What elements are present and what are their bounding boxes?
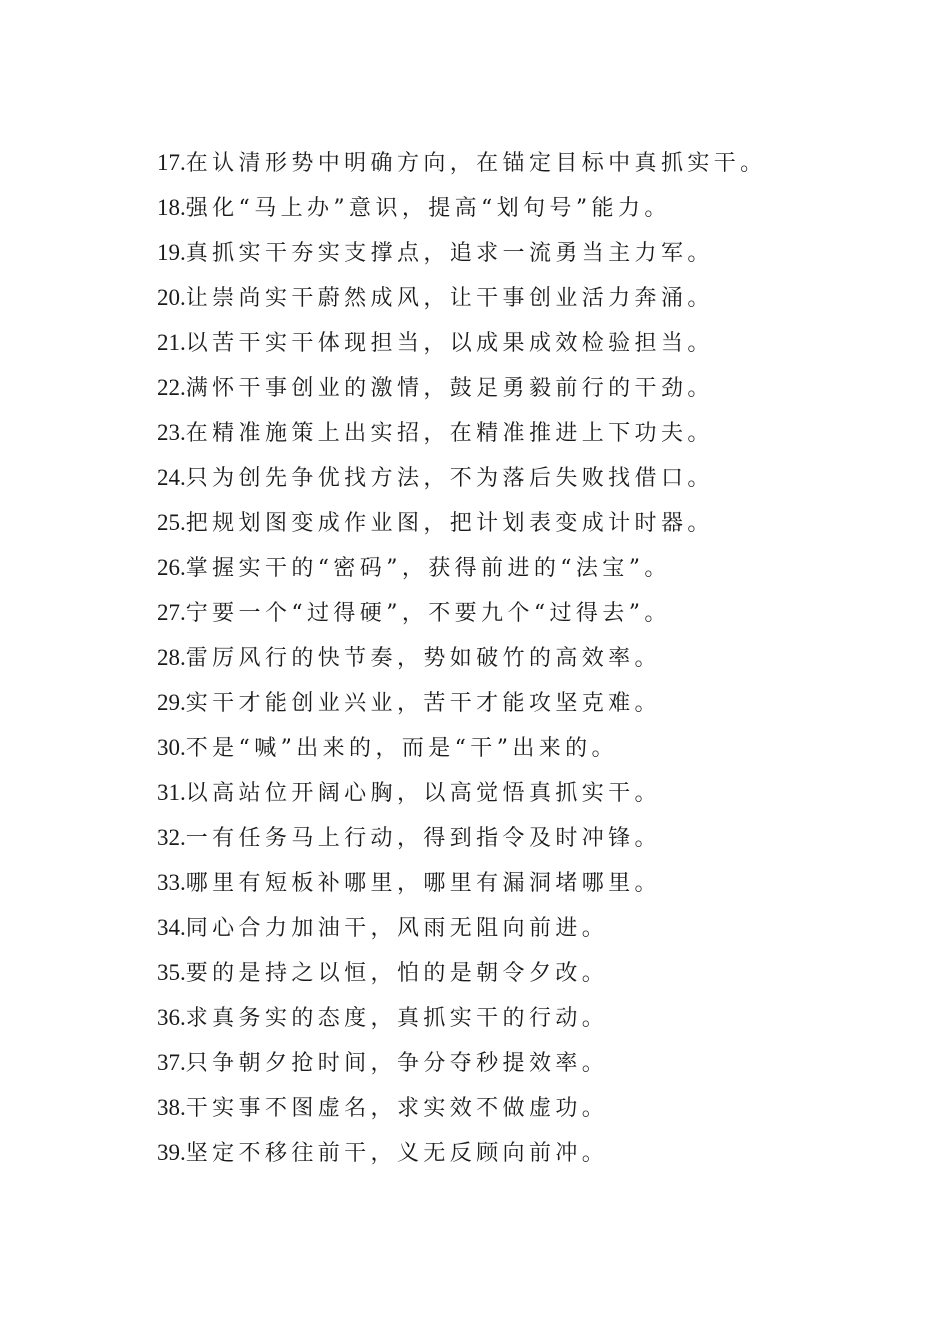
item-number: 38. bbox=[157, 1095, 186, 1120]
item-number: 20. bbox=[157, 285, 186, 310]
item-number: 29. bbox=[157, 690, 186, 715]
item-number: 33. bbox=[157, 870, 186, 895]
list-item bbox=[157, 680, 877, 725]
item-number: 39. bbox=[157, 1140, 186, 1165]
item-text: 干实事不图虚名，求实效不做虚功。 bbox=[185, 1096, 609, 1121]
list-item bbox=[157, 905, 877, 950]
item-text: 同心合力加油干，风雨无阻向前进。 bbox=[185, 916, 609, 941]
item-text: 掌握实干的“密码”，获得前进的“法宝”。 bbox=[185, 556, 671, 581]
list-item bbox=[157, 1040, 877, 1085]
item-number: 21. bbox=[157, 330, 186, 355]
item-number: 30. bbox=[157, 735, 186, 760]
list-item bbox=[157, 500, 877, 545]
item-text: 只争朝夕抢时间，争分夺秒提效率。 bbox=[185, 1051, 609, 1076]
list-item bbox=[157, 815, 877, 860]
list-item bbox=[157, 1130, 877, 1175]
item-text: 在精准施策上出实招，在精准推进上下功夫。 bbox=[185, 421, 714, 446]
list-item bbox=[157, 275, 877, 320]
list-item bbox=[157, 230, 877, 275]
item-text: 以高站位开阔心胸，以高觉悟真抓实干。 bbox=[185, 781, 661, 806]
item-text: 强化“马上办”意识，提高“划句号”能力。 bbox=[185, 196, 671, 221]
list-item bbox=[157, 320, 877, 365]
item-text: 哪里有短板补哪里，哪里有漏洞堵哪里。 bbox=[185, 871, 661, 896]
list-item bbox=[157, 545, 877, 590]
list-item bbox=[157, 860, 877, 905]
slogan-list bbox=[157, 140, 877, 1175]
item-text: 以苦干实干体现担当，以成果成效检验担当。 bbox=[185, 331, 714, 356]
list-item bbox=[157, 365, 877, 410]
item-text: 宁要一个“过得硬”，不要九个“过得去”。 bbox=[185, 601, 671, 626]
item-number: 34. bbox=[157, 915, 186, 940]
item-text: 把规划图变成作业图，把计划表变成计时器。 bbox=[185, 511, 714, 536]
item-number: 25. bbox=[157, 510, 186, 535]
item-text: 在认清形势中明确方向，在锚定目标中真抓实干。 bbox=[185, 151, 767, 176]
item-number: 36. bbox=[157, 1005, 186, 1030]
item-text: 满怀干事创业的激情，鼓足勇毅前行的干劲。 bbox=[185, 376, 714, 401]
list-item bbox=[157, 635, 877, 680]
list-item bbox=[157, 140, 877, 185]
list-item bbox=[157, 950, 877, 995]
item-text: 真抓实干夯实支撑点，追求一流勇当主力军。 bbox=[185, 241, 714, 266]
list-item bbox=[157, 770, 877, 815]
item-text: 坚定不移往前干，义无反顾向前冲。 bbox=[185, 1141, 609, 1166]
item-text: 让崇尚实干蔚然成风，让干事创业活力奔涌。 bbox=[185, 286, 714, 311]
item-number: 18. bbox=[157, 195, 186, 220]
item-text: 只为创先争优找方法，不为落后失败找借口。 bbox=[185, 466, 714, 491]
item-number: 26. bbox=[157, 555, 186, 580]
item-number: 22. bbox=[157, 375, 186, 400]
list-item bbox=[157, 185, 877, 230]
item-text: 求真务实的态度，真抓实干的行动。 bbox=[185, 1006, 609, 1031]
list-item bbox=[157, 410, 877, 455]
item-number: 35. bbox=[157, 960, 186, 985]
item-number: 32. bbox=[157, 825, 186, 850]
item-text: 要的是持之以恒，怕的是朝令夕改。 bbox=[185, 961, 609, 986]
item-text: 雷厉风行的快节奏，势如破竹的高效率。 bbox=[185, 646, 661, 671]
item-number: 27. bbox=[157, 600, 186, 625]
item-number: 19. bbox=[157, 240, 186, 265]
list-item bbox=[157, 725, 877, 770]
item-number: 17. bbox=[157, 150, 186, 175]
item-number: 28. bbox=[157, 645, 186, 670]
list-item bbox=[157, 995, 877, 1040]
list-item bbox=[157, 590, 877, 635]
item-text: 不是“喊”出来的，而是“干”出来的。 bbox=[185, 736, 618, 761]
list-item bbox=[157, 1085, 877, 1130]
item-number: 31. bbox=[157, 780, 186, 805]
item-text: 实干才能创业兴业，苦干才能攻坚克难。 bbox=[185, 691, 661, 716]
item-number: 37. bbox=[157, 1050, 186, 1075]
item-number: 23. bbox=[157, 420, 186, 445]
list-item bbox=[157, 455, 877, 500]
item-text: 一有任务马上行动，得到指令及时冲锋。 bbox=[185, 826, 661, 851]
item-number: 24. bbox=[157, 465, 186, 490]
